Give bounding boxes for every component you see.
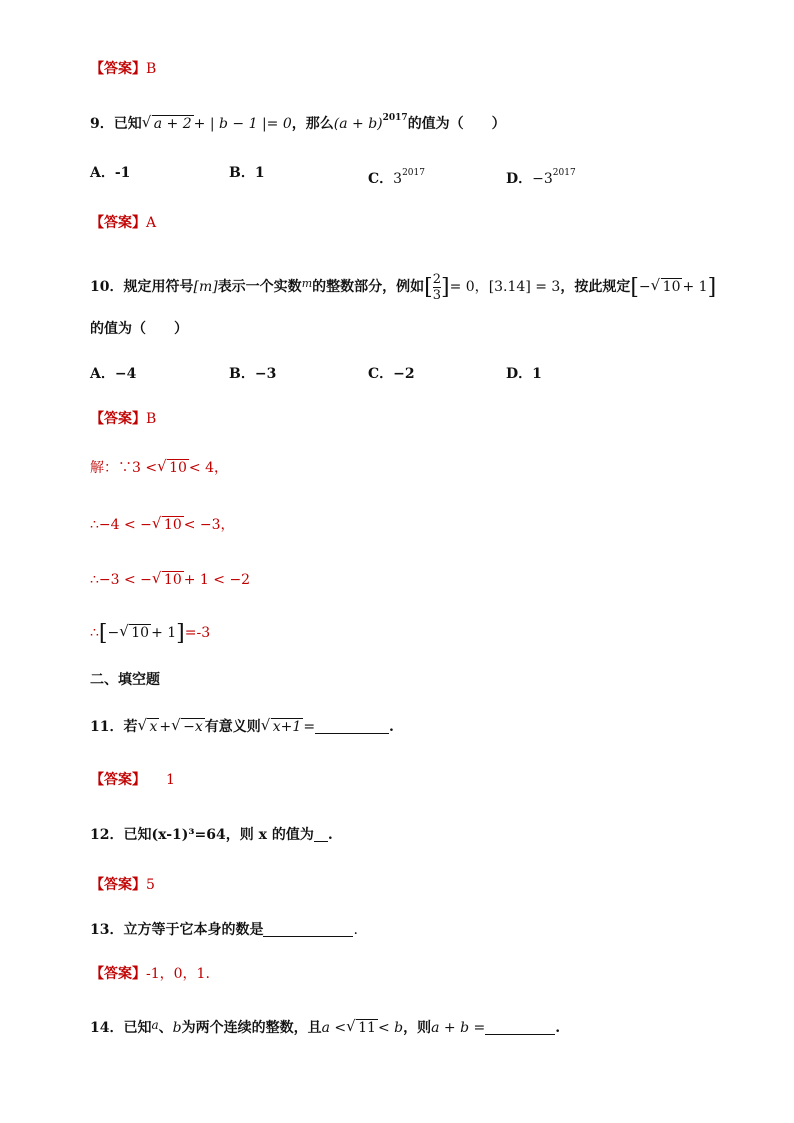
question-13 [90,920,358,940]
abs-expression: + | b − 1 |= 0 [193,116,292,132]
solution-step-3: ∴−3 < −√ 10 + 1 < −2 [90,570,250,590]
variable-m: m [301,277,313,290]
question-prefix: 已知 [113,116,142,132]
q11-mid: 有意义则 [204,719,261,735]
ineq-left: a < [321,1020,347,1036]
q14-then: ，则 [403,1020,432,1036]
period: . [327,827,333,843]
example2: [3.14] = 3 [488,279,561,295]
ineq-right: < b [377,1020,404,1036]
sqrt-expression: √ a + 2 [142,114,194,134]
sqrt-neg-x: √ −x [171,717,205,737]
solution-step-2: ∴−4 < −√ 10 < −3， [90,515,235,535]
q9-answer [90,213,156,233]
q10-line2: 的值为（ ） [90,321,188,337]
question-mid: ，那么 [291,116,334,132]
variable-b: b [172,1020,182,1036]
answer-tag: 【答案】 [90,966,146,982]
q10-options [90,364,710,384]
q13-answer [90,964,210,984]
section-heading: 二、填空题 [90,672,160,688]
solution-step-1: 解：∵3 <√ 10 < 4， [90,458,228,478]
plus: + [159,719,172,735]
question-14 [90,1015,560,1038]
plus-one: + 1 [682,279,708,295]
option-d[interactable]: D．1 [506,366,542,382]
right-bracket: ] [441,275,450,300]
question-12 [90,825,333,845]
neg-sign: − [638,279,651,295]
answer-blank[interactable] [485,1020,555,1035]
question-number: 10． [90,279,124,295]
period: . [353,922,358,938]
q11-answer [90,770,175,790]
q10-answer [90,409,156,429]
equals: = [303,719,316,735]
answer-tag: 【答案】 [90,411,146,427]
answer-value: -1，0，1. [146,966,210,982]
bracket-symbol: [m] [193,279,218,295]
answer-blank[interactable] [314,827,328,842]
question-suffix: 的值为（ ） [407,116,506,132]
option-a[interactable]: A．-1 [90,165,131,181]
answer-value: B [146,61,157,77]
sqrt-11: √ 11 [346,1018,378,1038]
right-bracket: ] [707,275,717,300]
fraction: $\frac{2}{3}$ [432,271,441,303]
sqrt-10: √ 10 [651,269,683,305]
answer-value: 5 [146,877,155,893]
answer-tag: 【答案】 [90,215,146,231]
option-b[interactable]: B．−3 [229,366,277,382]
sqrt-x-plus-1: √ x+1 [261,717,304,737]
question-11 [90,717,394,737]
power-base: (a + b) [333,116,383,132]
q10-text2: 表示一个实数 [217,279,302,295]
sqrt-x: √ x [137,717,159,737]
variable-a: a [151,1018,159,1032]
left-bracket: [ [630,275,639,300]
q9-options [90,163,710,187]
answer-blank[interactable] [315,719,389,734]
power-exponent: 2017 [382,113,408,123]
answer-blank[interactable] [263,922,353,937]
question-text: 13．立方等于它本身的数是 [90,922,264,938]
question-number: 9． [90,116,114,132]
q10-text4: ，按此规定 [560,279,631,295]
q11-prefix: 若 [123,719,138,735]
solution-step-4: ∴[−√ 10 + 1]=-3 [90,621,210,646]
option-c[interactable]: C．−2 [368,366,415,382]
q10-text1: 规定用符号 [123,279,194,295]
question-10 [90,266,716,306]
question-text: 12．已知(x-1)³=64，则 x 的值为 [90,827,314,843]
answer-value: A [146,215,157,231]
q10-text3: 的整数部分，例如 [312,279,425,295]
answer-tag: 【答案】 [90,61,146,77]
option-c[interactable]: C．$3^{2017}$ [368,168,425,187]
left-bracket: [ [424,275,433,300]
q14-prefix: 已知 [123,1020,152,1036]
sum-expression: a + b = [431,1020,486,1036]
option-a[interactable]: A．−4 [90,366,137,382]
q12-answer [90,875,155,895]
separator: 、 [158,1020,173,1036]
option-d[interactable]: D．$-3^{2017}$ [506,168,576,187]
question-9 [90,108,506,134]
question-number: 11． [90,719,124,735]
q14-mid: 为两个连续的整数，且 [181,1020,322,1036]
period: . [389,719,394,735]
question-number: 14． [90,1020,124,1036]
answer-tag: 【答案】 [90,877,146,893]
answer-tag: 【答案】 [90,772,146,788]
answer-value: B [146,411,157,427]
period: . [555,1020,561,1036]
example1-result: = 0， [449,279,489,295]
answer-value: 1 [166,772,175,788]
q8-answer [90,59,156,79]
option-b[interactable]: B．1 [229,165,265,181]
